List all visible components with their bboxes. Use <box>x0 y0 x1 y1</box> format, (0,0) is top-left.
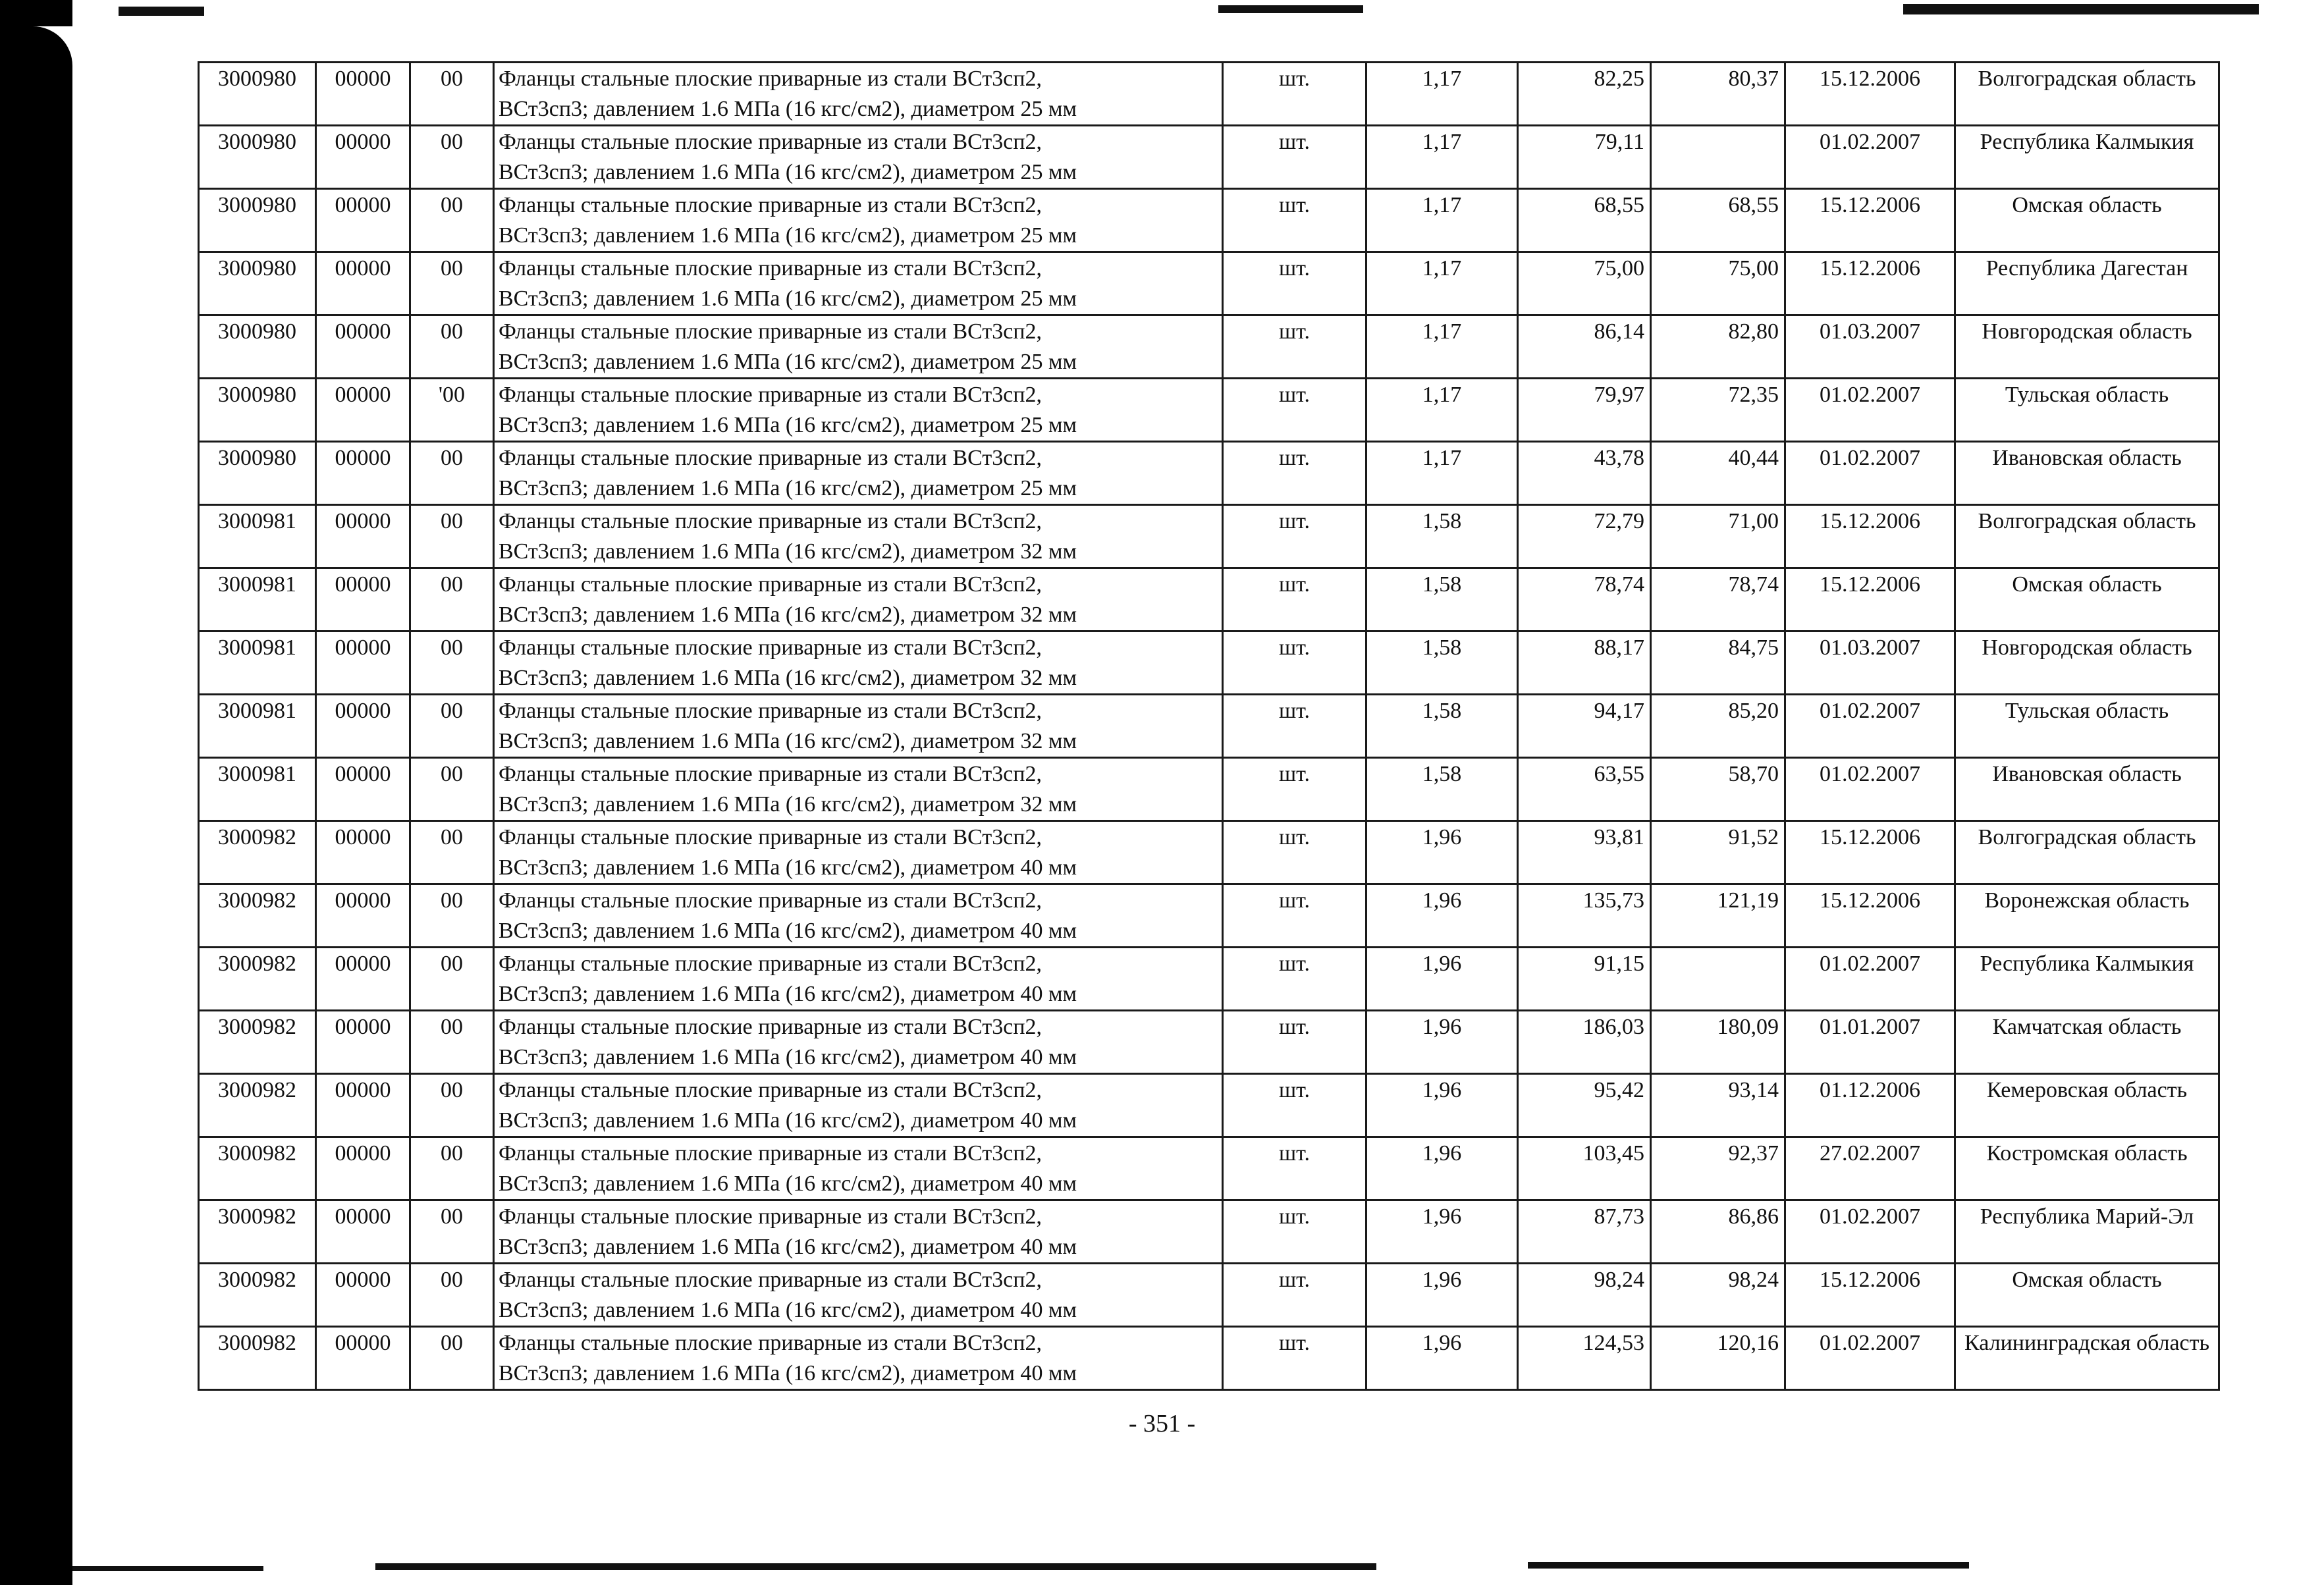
cell-price-total: 78,74 <box>1518 568 1651 631</box>
cell-date: 15.12.2006 <box>1785 63 1955 126</box>
description-line-1: Фланцы стальные плоские приварные из стали ВСт3сп2, <box>499 67 1042 91</box>
table-row <box>199 315 2219 379</box>
table-row <box>199 758 2219 821</box>
cell-subcode: 00000 <box>316 189 410 252</box>
table-row <box>199 1137 2219 1200</box>
cell-group: 00 <box>410 442 494 505</box>
cell-unit: шт. <box>1223 821 1366 884</box>
cell-description <box>494 315 1223 379</box>
scan-mark-bottom-left <box>72 1566 263 1571</box>
cell-code: 3000982 <box>199 1200 316 1264</box>
cell-price-total: 79,11 <box>1518 126 1651 189</box>
description-line-2: ВСт3сп3; давлением 1.6 МПа (16 кгс/см2), диаметром 40 мм <box>499 1045 1077 1069</box>
cell-subcode: 00000 <box>316 631 410 695</box>
cell-region: Республика Марий-Эл <box>1955 1200 2219 1264</box>
cell-price-total: 135,73 <box>1518 884 1651 948</box>
cell-weight: 1,17 <box>1366 379 1518 442</box>
cell-subcode: 00000 <box>316 126 410 189</box>
cell-weight: 1,58 <box>1366 505 1518 568</box>
price-table <box>198 61 2220 1391</box>
cell-group: 00 <box>410 884 494 948</box>
price-table-container <box>198 61 2218 1391</box>
cell-unit: шт. <box>1223 758 1366 821</box>
cell-code: 3000980 <box>199 189 316 252</box>
cell-subcode: 00000 <box>316 442 410 505</box>
cell-code: 3000981 <box>199 758 316 821</box>
description-line-2: ВСт3сп3; давлением 1.6 МПа (16 кгс/см2), диаметром 40 мм <box>499 919 1077 943</box>
description-line-1: Фланцы стальные плоские приварные из стали ВСт3сп2, <box>499 1078 1042 1102</box>
cell-group: 00 <box>410 1074 494 1137</box>
cell-date: 27.02.2007 <box>1785 1137 1955 1200</box>
cell-price-base: 93,14 <box>1651 1074 1785 1137</box>
cell-weight: 1,17 <box>1366 189 1518 252</box>
cell-code: 3000982 <box>199 1137 316 1200</box>
cell-price-base <box>1651 126 1785 189</box>
cell-description <box>494 758 1223 821</box>
cell-group: 00 <box>410 631 494 695</box>
cell-subcode: 00000 <box>316 821 410 884</box>
cell-description <box>494 631 1223 695</box>
cell-group: 00 <box>410 695 494 758</box>
cell-weight: 1,58 <box>1366 758 1518 821</box>
cell-price-base: 91,52 <box>1651 821 1785 884</box>
cell-group: 00 <box>410 505 494 568</box>
cell-price-base: 98,24 <box>1651 1264 1785 1327</box>
cell-group: 00 <box>410 1264 494 1327</box>
table-row <box>199 1200 2219 1264</box>
cell-weight: 1,58 <box>1366 568 1518 631</box>
cell-description <box>494 126 1223 189</box>
cell-region: Костромская область <box>1955 1137 2219 1200</box>
cell-date: 01.02.2007 <box>1785 758 1955 821</box>
cell-weight: 1,96 <box>1366 1074 1518 1137</box>
cell-unit: шт. <box>1223 1264 1366 1327</box>
cell-group: 00 <box>410 1137 494 1200</box>
cell-price-base: 121,19 <box>1651 884 1785 948</box>
cell-code: 3000982 <box>199 1011 316 1074</box>
cell-group: 00 <box>410 63 494 126</box>
cell-subcode: 00000 <box>316 695 410 758</box>
description-line-1: Фланцы стальные плоские приварные из стали ВСт3сп2, <box>499 130 1042 154</box>
cell-unit: шт. <box>1223 1074 1366 1137</box>
cell-region: Республика Дагестан <box>1955 252 2219 315</box>
cell-subcode: 00000 <box>316 63 410 126</box>
cell-description <box>494 568 1223 631</box>
cell-date: 01.02.2007 <box>1785 379 1955 442</box>
cell-group: 00 <box>410 568 494 631</box>
cell-date: 15.12.2006 <box>1785 252 1955 315</box>
description-line-2: ВСт3сп3; давлением 1.6 МПа (16 кгс/см2), диаметром 40 мм <box>499 1298 1077 1322</box>
description-line-2: ВСт3сп3; давлением 1.6 МПа (16 кгс/см2), диаметром 40 мм <box>499 982 1077 1006</box>
scan-edge-top-left <box>0 0 72 26</box>
cell-subcode: 00000 <box>316 758 410 821</box>
cell-unit: шт. <box>1223 1200 1366 1264</box>
cell-price-base: 86,86 <box>1651 1200 1785 1264</box>
cell-price-total: 91,15 <box>1518 948 1651 1011</box>
cell-price-total: 68,55 <box>1518 189 1651 252</box>
cell-date: 01.02.2007 <box>1785 695 1955 758</box>
cell-date: 01.03.2007 <box>1785 315 1955 379</box>
cell-description <box>494 1327 1223 1390</box>
cell-date: 01.02.2007 <box>1785 948 1955 1011</box>
cell-price-total: 79,97 <box>1518 379 1651 442</box>
table-row <box>199 189 2219 252</box>
cell-region: Калининградская область <box>1955 1327 2219 1390</box>
cell-subcode: 00000 <box>316 252 410 315</box>
cell-subcode: 00000 <box>316 948 410 1011</box>
table-row <box>199 631 2219 695</box>
cell-region: Ивановская область <box>1955 758 2219 821</box>
page-number: - 351 - <box>1128 1410 1196 1437</box>
cell-description <box>494 695 1223 758</box>
cell-description <box>494 1074 1223 1137</box>
cell-description <box>494 189 1223 252</box>
cell-price-base: 78,74 <box>1651 568 1785 631</box>
cell-price-total: 75,00 <box>1518 252 1651 315</box>
description-line-1: Фланцы стальные плоские приварные из стали ВСт3сп2, <box>499 825 1042 849</box>
cell-price-base: 82,80 <box>1651 315 1785 379</box>
description-line-2: ВСт3сп3; давлением 1.6 МПа (16 кгс/см2), диаметром 25 мм <box>499 413 1077 437</box>
cell-code: 3000980 <box>199 442 316 505</box>
cell-unit: шт. <box>1223 1011 1366 1074</box>
cell-date: 01.12.2006 <box>1785 1074 1955 1137</box>
description-line-1: Фланцы стальные плоские приварные из стали ВСт3сп2, <box>499 256 1042 281</box>
cell-price-total: 63,55 <box>1518 758 1651 821</box>
table-row <box>199 1264 2219 1327</box>
cell-price-total: 86,14 <box>1518 315 1651 379</box>
cell-unit: шт. <box>1223 379 1366 442</box>
cell-date: 15.12.2006 <box>1785 505 1955 568</box>
cell-unit: шт. <box>1223 568 1366 631</box>
cell-price-base: 71,00 <box>1651 505 1785 568</box>
cell-region: Ивановская область <box>1955 442 2219 505</box>
table-row <box>199 821 2219 884</box>
cell-unit: шт. <box>1223 442 1366 505</box>
cell-region: Кемеровская область <box>1955 1074 2219 1137</box>
cell-region: Волгоградская область <box>1955 821 2219 884</box>
cell-weight: 1,96 <box>1366 821 1518 884</box>
cell-group: 00 <box>410 948 494 1011</box>
cell-subcode: 00000 <box>316 568 410 631</box>
description-line-2: ВСт3сп3; давлением 1.6 МПа (16 кгс/см2), диаметром 25 мм <box>499 223 1077 248</box>
cell-code: 3000982 <box>199 821 316 884</box>
description-line-2: ВСт3сп3; давлением 1.6 МПа (16 кгс/см2), диаметром 25 мм <box>499 160 1077 184</box>
cell-weight: 1,17 <box>1366 252 1518 315</box>
cell-price-base: 75,00 <box>1651 252 1785 315</box>
table-row <box>199 568 2219 631</box>
table-row <box>199 442 2219 505</box>
cell-group: 00 <box>410 1200 494 1264</box>
cell-weight: 1,96 <box>1366 884 1518 948</box>
cell-weight: 1,58 <box>1366 631 1518 695</box>
price-table-body <box>199 63 2219 1390</box>
cell-unit: шт. <box>1223 1327 1366 1390</box>
scan-edge-left <box>0 26 72 1585</box>
cell-price-base: 84,75 <box>1651 631 1785 695</box>
cell-weight: 1,96 <box>1366 1200 1518 1264</box>
cell-code: 3000982 <box>199 948 316 1011</box>
description-line-1: Фланцы стальные плоские приварные из стали ВСт3сп2, <box>499 383 1042 407</box>
cell-unit: шт. <box>1223 252 1366 315</box>
cell-group: '00 <box>410 379 494 442</box>
description-line-2: ВСт3сп3; давлением 1.6 МПа (16 кгс/см2), диаметром 40 мм <box>499 1108 1077 1133</box>
cell-weight: 1,96 <box>1366 1137 1518 1200</box>
cell-date: 15.12.2006 <box>1785 568 1955 631</box>
cell-description <box>494 1011 1223 1074</box>
description-line-1: Фланцы стальные плоские приварные из стали ВСт3сп2, <box>499 699 1042 723</box>
cell-description <box>494 442 1223 505</box>
description-line-1: Фланцы стальные плоские приварные из стали ВСт3сп2, <box>499 1141 1042 1166</box>
cell-code: 3000981 <box>199 505 316 568</box>
cell-price-total: 88,17 <box>1518 631 1651 695</box>
cell-price-base: 180,09 <box>1651 1011 1785 1074</box>
cell-price-base: 58,70 <box>1651 758 1785 821</box>
cell-date: 01.02.2007 <box>1785 126 1955 189</box>
cell-subcode: 00000 <box>316 1011 410 1074</box>
cell-weight: 1,96 <box>1366 1327 1518 1390</box>
description-line-2: ВСт3сп3; давлением 1.6 МПа (16 кгс/см2), диаметром 25 мм <box>499 476 1077 500</box>
cell-unit: шт. <box>1223 505 1366 568</box>
cell-code: 3000981 <box>199 695 316 758</box>
cell-group: 00 <box>410 821 494 884</box>
cell-date: 01.02.2007 <box>1785 1200 1955 1264</box>
cell-unit: шт. <box>1223 695 1366 758</box>
cell-region: Омская область <box>1955 1264 2219 1327</box>
cell-description <box>494 948 1223 1011</box>
cell-weight: 1,17 <box>1366 63 1518 126</box>
cell-region: Волгоградская область <box>1955 505 2219 568</box>
cell-code: 3000980 <box>199 252 316 315</box>
scan-mark-top-left <box>119 7 204 16</box>
cell-group: 00 <box>410 126 494 189</box>
cell-group: 00 <box>410 758 494 821</box>
cell-unit: шт. <box>1223 63 1366 126</box>
cell-price-total: 43,78 <box>1518 442 1651 505</box>
table-row <box>199 505 2219 568</box>
description-line-2: ВСт3сп3; давлением 1.6 МПа (16 кгс/см2), диаметром 40 мм <box>499 1171 1077 1196</box>
description-line-2: ВСт3сп3; давлением 1.6 МПа (16 кгс/см2), диаметром 32 мм <box>499 729 1077 753</box>
description-line-2: ВСт3сп3; давлением 1.6 МПа (16 кгс/см2), диаметром 40 мм <box>499 1361 1077 1385</box>
cell-group: 00 <box>410 1011 494 1074</box>
scan-mark-bottom-right <box>1528 1562 1969 1569</box>
description-line-1: Фланцы стальные плоские приварные из стали ВСт3сп2, <box>499 635 1042 660</box>
table-row <box>199 252 2219 315</box>
table-row <box>199 1327 2219 1390</box>
cell-price-total: 124,53 <box>1518 1327 1651 1390</box>
cell-unit: шт. <box>1223 1137 1366 1200</box>
cell-date: 15.12.2006 <box>1785 821 1955 884</box>
cell-price-total: 87,73 <box>1518 1200 1651 1264</box>
cell-region: Омская область <box>1955 568 2219 631</box>
cell-code: 3000981 <box>199 631 316 695</box>
cell-subcode: 00000 <box>316 1074 410 1137</box>
description-line-1: Фланцы стальные плоские приварные из стали ВСт3сп2, <box>499 509 1042 533</box>
table-row <box>199 695 2219 758</box>
description-line-2: ВСт3сп3; давлением 1.6 МПа (16 кгс/см2), диаметром 32 мм <box>499 539 1077 564</box>
cell-unit: шт. <box>1223 315 1366 379</box>
cell-code: 3000982 <box>199 1264 316 1327</box>
description-line-1: Фланцы стальные плоские приварные из стали ВСт3сп2, <box>499 952 1042 976</box>
cell-region: Воронежская область <box>1955 884 2219 948</box>
scan-mark-top-center <box>1218 5 1363 13</box>
cell-description <box>494 63 1223 126</box>
description-line-2: ВСт3сп3; давлением 1.6 МПа (16 кгс/см2), диаметром 32 мм <box>499 666 1077 690</box>
cell-subcode: 00000 <box>316 1327 410 1390</box>
cell-date: 01.02.2007 <box>1785 442 1955 505</box>
cell-region: Республика Калмыкия <box>1955 948 2219 1011</box>
table-row <box>199 1011 2219 1074</box>
description-line-1: Фланцы стальные плоские приварные из стали ВСт3сп2, <box>499 446 1042 470</box>
table-row <box>199 379 2219 442</box>
description-line-1: Фланцы стальные плоские приварные из стали ВСт3сп2, <box>499 193 1042 217</box>
cell-description <box>494 1200 1223 1264</box>
cell-date: 01.01.2007 <box>1785 1011 1955 1074</box>
cell-price-total: 82,25 <box>1518 63 1651 126</box>
cell-unit: шт. <box>1223 631 1366 695</box>
cell-description <box>494 1264 1223 1327</box>
cell-description <box>494 379 1223 442</box>
cell-description <box>494 1137 1223 1200</box>
cell-weight: 1,17 <box>1366 315 1518 379</box>
description-line-1: Фланцы стальные плоские приварные из стали ВСт3сп2, <box>499 1015 1042 1039</box>
cell-region: Тульская область <box>1955 695 2219 758</box>
cell-code: 3000982 <box>199 884 316 948</box>
cell-unit: шт. <box>1223 189 1366 252</box>
cell-price-total: 98,24 <box>1518 1264 1651 1327</box>
cell-code: 3000982 <box>199 1327 316 1390</box>
cell-subcode: 00000 <box>316 379 410 442</box>
cell-code: 3000980 <box>199 379 316 442</box>
description-line-1: Фланцы стальные плоские приварные из стали ВСт3сп2, <box>499 888 1042 913</box>
cell-price-total: 95,42 <box>1518 1074 1651 1137</box>
cell-price-total: 94,17 <box>1518 695 1651 758</box>
cell-code: 3000981 <box>199 568 316 631</box>
table-row <box>199 948 2219 1011</box>
cell-date: 15.12.2006 <box>1785 884 1955 948</box>
description-line-2: ВСт3сп3; давлением 1.6 МПа (16 кгс/см2), диаметром 25 мм <box>499 97 1077 121</box>
cell-price-total: 103,45 <box>1518 1137 1651 1200</box>
cell-price-base: 92,37 <box>1651 1137 1785 1200</box>
cell-subcode: 00000 <box>316 1200 410 1264</box>
cell-code: 3000982 <box>199 1074 316 1137</box>
cell-weight: 1,96 <box>1366 1011 1518 1074</box>
cell-price-total: 186,03 <box>1518 1011 1651 1074</box>
cell-subcode: 00000 <box>316 505 410 568</box>
scan-mark-top-right <box>1903 4 2259 14</box>
table-row <box>199 1074 2219 1137</box>
table-row <box>199 63 2219 126</box>
table-row <box>199 126 2219 189</box>
cell-region: Камчатская область <box>1955 1011 2219 1074</box>
cell-subcode: 00000 <box>316 1137 410 1200</box>
cell-unit: шт. <box>1223 948 1366 1011</box>
cell-description <box>494 821 1223 884</box>
cell-unit: шт. <box>1223 884 1366 948</box>
cell-date: 01.03.2007 <box>1785 631 1955 695</box>
cell-price-total: 93,81 <box>1518 821 1651 884</box>
description-line-2: ВСт3сп3; давлением 1.6 МПа (16 кгс/см2), диаметром 32 мм <box>499 603 1077 627</box>
scan-mark-bottom-center <box>375 1563 1376 1570</box>
cell-code: 3000980 <box>199 315 316 379</box>
cell-price-base: 72,35 <box>1651 379 1785 442</box>
cell-price-base: 80,37 <box>1651 63 1785 126</box>
cell-subcode: 00000 <box>316 884 410 948</box>
cell-weight: 1,17 <box>1366 442 1518 505</box>
cell-group: 00 <box>410 252 494 315</box>
description-line-2: ВСт3сп3; давлением 1.6 МПа (16 кгс/см2), диаметром 32 мм <box>499 792 1077 817</box>
description-line-1: Фланцы стальные плоские приварные из стали ВСт3сп2, <box>499 1204 1042 1229</box>
cell-group: 00 <box>410 1327 494 1390</box>
cell-price-base: 40,44 <box>1651 442 1785 505</box>
cell-unit: шт. <box>1223 126 1366 189</box>
cell-description <box>494 252 1223 315</box>
cell-region: Новгородская область <box>1955 315 2219 379</box>
cell-description <box>494 884 1223 948</box>
cell-weight: 1,58 <box>1366 695 1518 758</box>
cell-region: Омская область <box>1955 189 2219 252</box>
cell-region: Новгородская область <box>1955 631 2219 695</box>
cell-price-base: 68,55 <box>1651 189 1785 252</box>
cell-date: 01.02.2007 <box>1785 1327 1955 1390</box>
table-row <box>199 884 2219 948</box>
description-line-2: ВСт3сп3; давлением 1.6 МПа (16 кгс/см2), диаметром 40 мм <box>499 855 1077 880</box>
description-line-2: ВСт3сп3; давлением 1.6 МПа (16 кгс/см2), диаметром 25 мм <box>499 350 1077 374</box>
cell-date: 15.12.2006 <box>1785 1264 1955 1327</box>
cell-price-base: 120,16 <box>1651 1327 1785 1390</box>
description-line-1: Фланцы стальные плоские приварные из стали ВСт3сп2, <box>499 1331 1042 1355</box>
cell-group: 00 <box>410 315 494 379</box>
cell-region: Республика Калмыкия <box>1955 126 2219 189</box>
description-line-1: Фланцы стальные плоские приварные из стали ВСт3сп2, <box>499 762 1042 786</box>
cell-price-base <box>1651 948 1785 1011</box>
description-line-1: Фланцы стальные плоские приварные из стали ВСт3сп2, <box>499 572 1042 597</box>
cell-date: 15.12.2006 <box>1785 189 1955 252</box>
cell-weight: 1,96 <box>1366 1264 1518 1327</box>
cell-region: Волгоградская область <box>1955 63 2219 126</box>
cell-weight: 1,96 <box>1366 948 1518 1011</box>
cell-subcode: 00000 <box>316 315 410 379</box>
cell-subcode: 00000 <box>316 1264 410 1327</box>
cell-region: Тульская область <box>1955 379 2219 442</box>
cell-description <box>494 505 1223 568</box>
cell-price-base: 85,20 <box>1651 695 1785 758</box>
description-line-1: Фланцы стальные плоские приварные из стали ВСт3сп2, <box>499 319 1042 344</box>
description-line-1: Фланцы стальные плоские приварные из стали ВСт3сп2, <box>499 1268 1042 1292</box>
cell-price-total: 72,79 <box>1518 505 1651 568</box>
cell-group: 00 <box>410 189 494 252</box>
cell-code: 3000980 <box>199 126 316 189</box>
description-line-2: ВСт3сп3; давлением 1.6 МПа (16 кгс/см2), диаметром 25 мм <box>499 286 1077 311</box>
description-line-2: ВСт3сп3; давлением 1.6 МПа (16 кгс/см2), диаметром 40 мм <box>499 1235 1077 1259</box>
cell-weight: 1,17 <box>1366 126 1518 189</box>
cell-code: 3000980 <box>199 63 316 126</box>
